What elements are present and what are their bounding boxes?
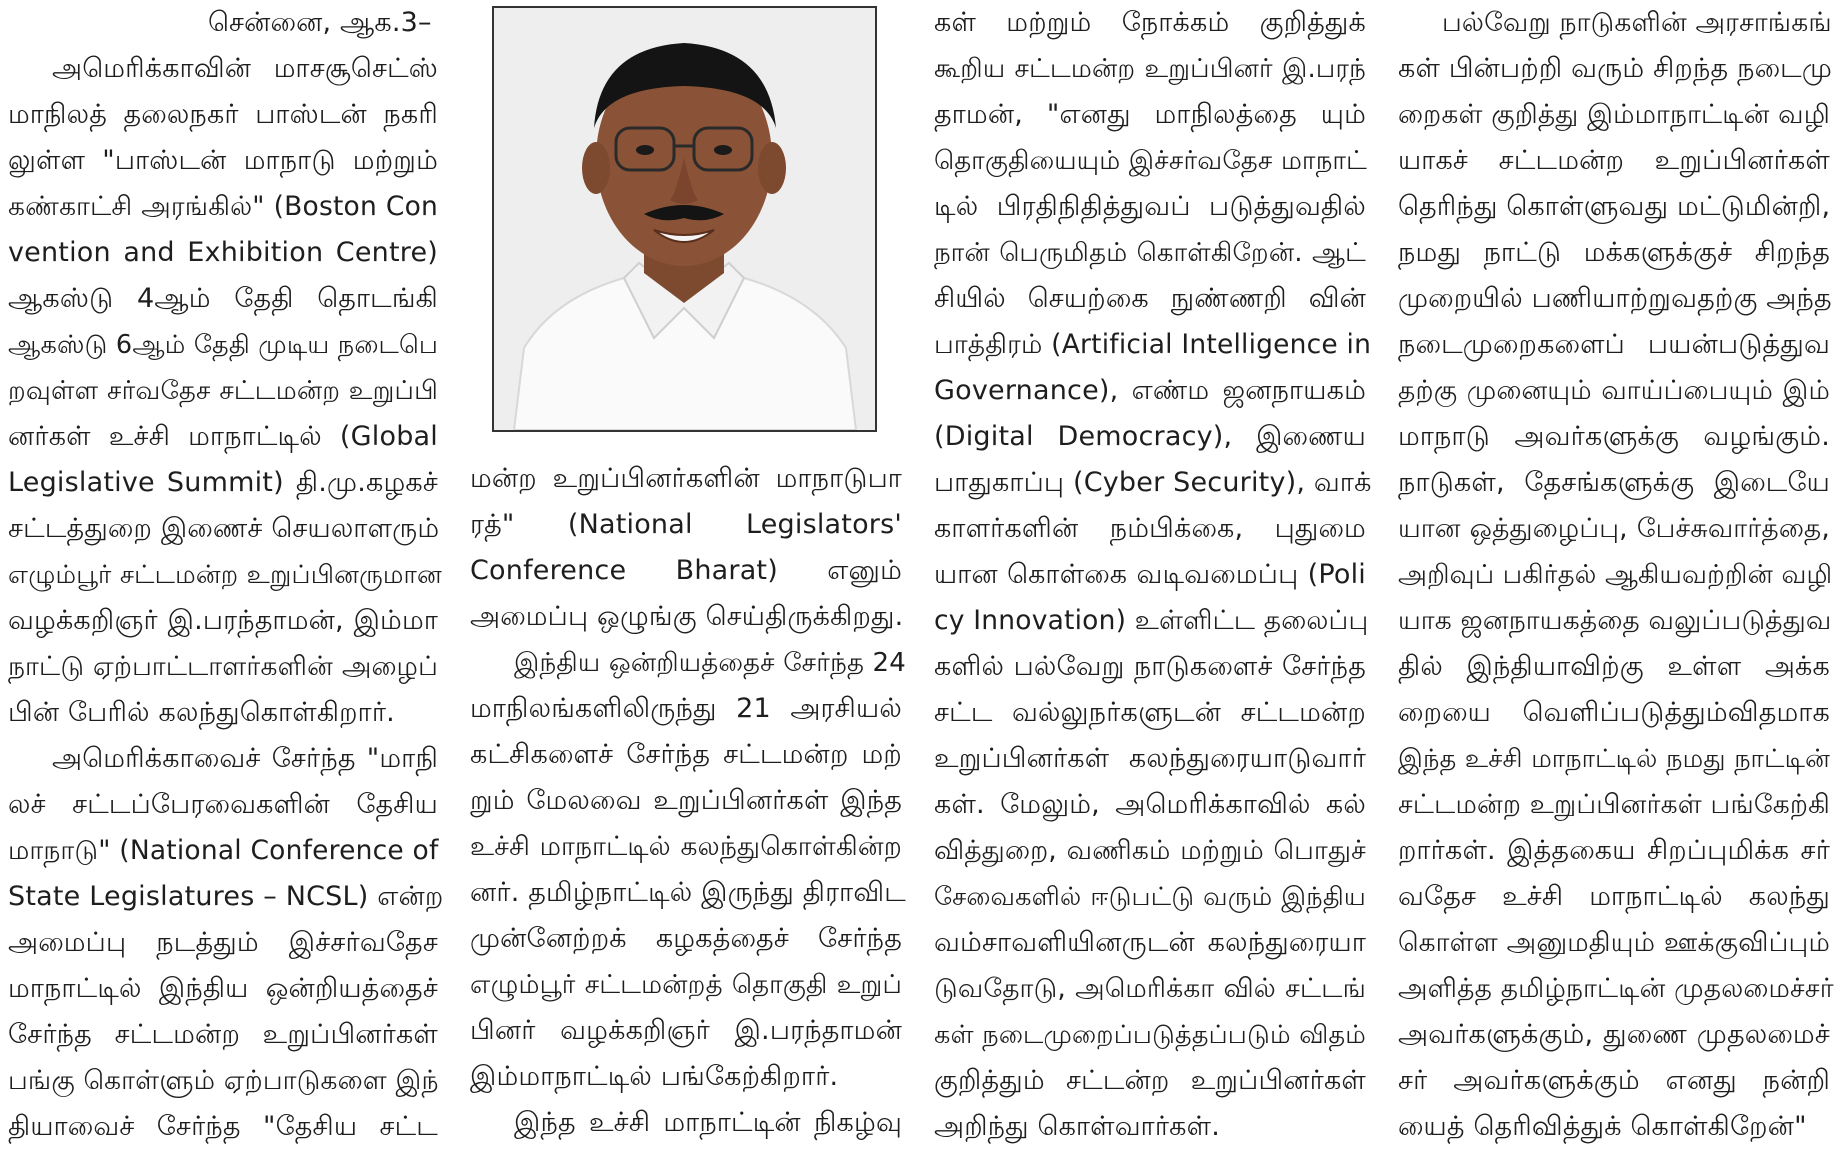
article-line: மாநாட்டில் இந்திய ஒன்றியத்தைச் <box>8 973 438 1004</box>
portrait-image <box>494 8 875 430</box>
article-line: யைத் தெரிவித்துக் கொள்கிறேன்" <box>1398 1111 1807 1142</box>
article-line: டுவதோடு, அமெரிக்கா வில் சட்டங் <box>934 973 1366 1004</box>
article-line: எழும்பூர் சட்டமன்ற உறுப்பினருமான <box>8 560 442 590</box>
article-line: தொகுதியையும் இச்சர்வதேச மாநாட் <box>934 146 1368 176</box>
article-line: சட்ட வல்லுநர்களுடன் சட்டமன்ற <box>934 697 1366 728</box>
article-line: கட்சிகளைச் சேர்ந்த சட்டமன்ற மற் <box>470 739 902 770</box>
article-line: ஆகஸ்டு 4ஆம் தேதி தொடங்கி <box>8 283 438 314</box>
article-line: இந்த உச்சி மாநாட்டில் நமது நாட்டின் <box>1398 744 1830 774</box>
article-line: State Legislatures – NCSL) என்ற <box>8 881 444 912</box>
article-line: Legislative Summit) தி.மு.கழகச் <box>8 467 438 498</box>
article-line: அளித்த தமிழ்நாட்டின் முதலமைச்சர் <box>1398 973 1834 1004</box>
article-line: மாநாடு அவர்களுக்கு வழங்கும். <box>1398 421 1830 452</box>
article-line: நாட்டு ஏற்பாட்டாளர்களின் அழைப் <box>8 651 438 682</box>
article-line: மன்ற உறுப்பினர்களின் மாநாடுபா <box>470 463 902 494</box>
article-line: Conference Bharat) எனும் <box>470 555 902 586</box>
article-line: றார்கள். இத்தகைய சிறப்புமிக்க சர் <box>1398 835 1830 866</box>
article-line: முன்னேற்றக் கழகத்தைச் சேர்ந்த <box>470 923 902 954</box>
article-line: கள் பின்பற்றி வரும் சிறந்த நடைமு <box>1398 53 1833 84</box>
article-line: கள் நடைமுறைப்படுத்தப்படும் விதம் <box>934 1020 1366 1050</box>
article-line: றைகள் குறித்து இம்மாநாட்டின் வழி <box>1398 99 1830 130</box>
article-line: உச்சி மாநாட்டில் கலந்துகொள்கின்ற <box>470 831 902 862</box>
article-line: வழக்கறிஞர் இ.பரந்தாமன், இம்மா <box>8 605 438 636</box>
article-line: றையை வெளிப்படுத்தும்விதமாக <box>1398 697 1830 728</box>
article-line: தற்கு முனையும் வாய்ப்பையும் இம் <box>1398 375 1830 406</box>
article-line: இந்திய ஒன்றியத்தைச் சேர்ந்த 24 <box>514 648 907 678</box>
article-line: தெரிந்து கொள்ளுவது மட்டுமின்றி, <box>1398 191 1831 222</box>
article-line: பல்வேறு நாடுகளின் அரசாங்கங் <box>1442 7 1832 38</box>
article-line: தில் இந்தியாவிற்கு உள்ள அக்க <box>1398 651 1830 682</box>
article-column-4 <box>1398 0 1834 1142</box>
article-line: அறிந்து கொள்வார்கள். <box>934 1111 1220 1142</box>
article-line: சேவைகளில் ஈடுபட்டு வரும் இந்திய <box>934 882 1366 912</box>
article-line: vention and Exhibition Centre) <box>8 237 438 268</box>
article-line: கொள்ள அனுமதியும் ஊக்குவிப்பும் <box>1398 927 1830 958</box>
article-line: இம்மாநாட்டில் பங்கேற்கிறார். <box>470 1061 839 1092</box>
article-line: பின் பேரில் கலந்துகொள்கிறார். <box>8 697 395 728</box>
article-line: சட்டத்துறை இணைச் செயலாளரும் <box>8 513 440 544</box>
article-line: னர்கள் உச்சி மாநாட்டில் (Global <box>8 421 438 452</box>
article-line: தாமன், "எனது மாநிலத்தை யும் <box>934 99 1366 130</box>
article-column-1 <box>8 0 444 1142</box>
article-column-3 <box>934 0 1372 1142</box>
article-line: சர் அவர்களுக்கும் எனது நன்றி <box>1398 1065 1830 1096</box>
article-line: களில் பல்வேறு நாடுகளைச் சேர்ந்த <box>934 651 1366 682</box>
article-line: னர். தமிழ்நாட்டில் இருந்து திராவிட <box>470 877 906 908</box>
article-line: லுள்ள "பாஸ்டன் மாநாடு மற்றும் <box>8 145 438 176</box>
article-line: எழும்பூர் சட்டமன்றத் தொகுதி உறுப் <box>470 970 902 1000</box>
article-line: அமைப்பு ஒழுங்கு செய்திருக்கிறது. <box>470 601 904 632</box>
article-line: அமெரிக்காவின் மாசசூசெட்ஸ் <box>52 53 438 84</box>
article-line: ரத்" (National Legislators' <box>470 509 902 540</box>
article-line: குறித்தும் சட்டன்ற உறுப்பினர்கள் <box>934 1065 1366 1096</box>
article-line: சேர்ந்த சட்டமன்ற உறுப்பினர்கள் <box>8 1019 438 1050</box>
article-line: ஆகஸ்டு 6ஆம் தேதி முடிய நடைபெ <box>8 330 438 360</box>
article-line: பினர் வழக்கறிஞர் இ.பரந்தாமன் <box>470 1015 902 1046</box>
article-line: வித்துறை, வணிகம் மற்றும் பொதுச் <box>934 835 1366 866</box>
article-line: யான கொள்கை வடிவமைப்பு (Poli <box>934 559 1366 590</box>
article-line: முறையில் பணியாற்றுவதற்கு அந்த <box>1398 283 1832 314</box>
article-line: சியில் செயற்கை நுண்ணறி வின் <box>934 283 1366 314</box>
article-line: யான ஒத்துழைப்பு, பேச்சுவார்த்தை, <box>1398 513 1830 544</box>
article-line: (Digital Democracy), இணைய <box>934 421 1366 452</box>
article-line: அமைப்பு நடத்தும் இச்சர்வதேச <box>8 927 438 958</box>
article-line: அறிவுப் பகிர்தல் ஆகியவற்றின் வழி <box>1398 560 1833 590</box>
article-line: றவுள்ள சர்வதேச சட்டமன்ற உறுப்பி <box>8 376 438 406</box>
article-line: cy Innovation) உள்ளிட்ட தலைப்பு <box>934 605 1369 636</box>
article-line: டில் பிரதிநிதித்துவப் படுத்துவதில் <box>934 191 1366 222</box>
article-line: கள். மேலும், அமெரிக்காவில் கல் <box>934 789 1366 820</box>
article-line: யாக ஜனநாயகத்தை வலுப்படுத்துவ <box>1398 605 1832 636</box>
article-line: நாடுகள், தேசங்களுக்கு இடையே <box>1398 467 1830 498</box>
article-line: மாநாடு" (National Conference of <box>8 835 439 866</box>
article-line: நமது நாட்டு மக்களுக்குச் சிறந்த <box>1398 237 1830 268</box>
article-line: உறுப்பினர்கள் கலந்துரையாடுவார் <box>934 743 1366 774</box>
article-line: மாநிலத் தலைநகர் பாஸ்டன் நகரி <box>8 99 438 130</box>
article-line: வதேச உச்சி மாநாட்டில் கலந்து <box>1398 881 1830 912</box>
article-line: றும் மேலவை உறுப்பினர்கள் இந்த <box>470 785 902 816</box>
portrait-photo <box>492 6 877 432</box>
article-line: கூறிய சட்டமன்ற உறுப்பினர் இ.பரந் <box>934 54 1366 84</box>
article-line: அவர்களுக்கும், துணை முதலமைச் <box>1398 1019 1830 1050</box>
article-line: மாநிலங்களிலிருந்து 21 அரசியல் <box>470 693 902 724</box>
article-column-2 <box>470 456 907 1146</box>
article-line: நான் பெருமிதம் கொள்கிறேன். ஆட் <box>934 238 1366 268</box>
article-line: கண்காட்சி அரங்கில்" (Boston Con <box>8 191 438 222</box>
article-line: காளர்களின் நம்பிக்கை, புதுமை <box>934 513 1366 544</box>
article-line: சட்டமன்ற உறுப்பினர்கள் பங்கேற்கி <box>1398 789 1830 820</box>
article-line: Governance), எண்ம ஜனநாயகம் <box>934 375 1366 406</box>
article-line: தியாவைச் சேர்ந்த "தேசிய சட்ட <box>8 1111 438 1142</box>
article-line: சென்னை, ஆக.3– <box>208 7 432 38</box>
article-line: யாகச் சட்டமன்ற உறுப்பினர்கள் <box>1398 145 1830 176</box>
article-line: நடைமுறைகளைப் பயன்படுத்துவ <box>1398 329 1830 360</box>
article-line: பாத்திரம் (Artificial Intelligence in <box>934 329 1372 360</box>
article-line: பங்கு கொள்ளும் ஏற்பாடுகளை இந் <box>8 1065 439 1096</box>
article-line: இந்த உச்சி மாநாட்டின் நிகழ்வு <box>514 1107 902 1138</box>
article-line: அமெரிக்காவைச் சேர்ந்த "மாநி <box>52 743 438 774</box>
article-line: கள் மற்றும் நோக்கம் குறித்துக் <box>934 7 1366 38</box>
article-line: லச் சட்டப்பேரவைகளின் தேசிய <box>8 789 438 820</box>
article-line: பாதுகாப்பு (Cyber Security), வாக் <box>934 467 1372 498</box>
article-line: வம்சாவளியினருடன் கலந்துரையா <box>934 927 1366 958</box>
